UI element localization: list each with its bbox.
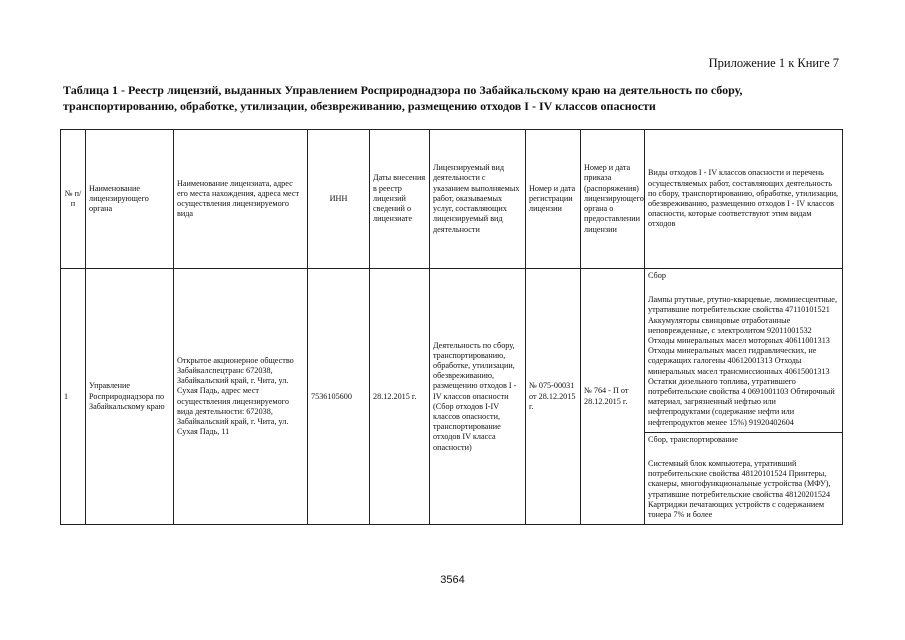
header-licensee: Наименование лицензиата, адрес его места нахождения, адреса мест осуществления лицензируемого вида bbox=[174, 130, 308, 269]
row-waste bbox=[645, 269, 843, 525]
waste-section-collection bbox=[645, 269, 842, 433]
row-license-no: № 075-00031 от 28.12.2015 г. bbox=[526, 269, 581, 525]
row-inn: 7536105600 bbox=[308, 269, 370, 525]
waste-section-body: Системный блок компьютера, утративший потребительские свойства 48120101524 Принтеры, сканеры, многофункциональные устройства (МФУ), утратившие потребительские свойства 48120201524 Картриджи печатающих устройств с содержанием тонера 7% и более bbox=[648, 459, 831, 520]
page-number: 3564 bbox=[440, 574, 465, 586]
appendix-label: Приложение 1 к Книге 7 bbox=[708, 56, 839, 70]
row-licensee: Открытое акционерное общество Забайкалспецтранс 672038, Забайкальский край, г. Чита, ул. Сухая Падь, адрес мест осуществления лицензируемого вида деятельности: 672038, Забайкальский край, г. Чита, ул. Сухая Падь, 11 bbox=[174, 269, 308, 525]
header-activity: Лицензируемый вид деятельности с указанием выполняемых работ, оказываемых услуг, составляющих лицензируемый вид деятельности bbox=[430, 130, 526, 269]
header-organ: Наименование лицензирующего органа bbox=[86, 130, 174, 269]
header-waste: Виды отходов I - IV классов опасности и перечень осуществляемых работ, составляющих деятельность по сбору, транспортированию, обработке, утилизации, обезвреживанию, размещению отходов I - IV классов опасности, которые соответствуют этим видам отходов bbox=[645, 130, 843, 269]
header-order: Номер и дата приказа (распоряжения) лицензирующего органа о предоставлении лицензии bbox=[581, 130, 645, 269]
row-activity: Деятельность по сбору, транспортированию, обработке, утилизации, обезвреживанию, размещению отходов I - IV классов опасности (Сбор отходов I-IV классов опасности, транспортирование отходов IV класса опасности) bbox=[430, 269, 526, 525]
header-license-no: Номер и дата регистрации лицензии bbox=[526, 130, 581, 269]
license-registry-table bbox=[60, 129, 843, 525]
waste-section-head: Сбор, транспортирование bbox=[648, 434, 738, 444]
table-title: Таблица 1 - Реестр лицензий, выданных Управлением Росприроднадзора по Забайкальскому краю на деятельность по сбору, транспортированию, обработке, утилизации, обезвреживанию, размещению отходов I - IV классов опасности bbox=[63, 83, 743, 113]
row-num: 1 bbox=[61, 269, 86, 525]
header-num: № п/п bbox=[61, 130, 86, 269]
row-organ: Управление Росприроднадзора по Забайкальскому краю bbox=[86, 269, 174, 525]
waste-section-head: Сбор bbox=[648, 271, 666, 280]
table-row bbox=[61, 269, 843, 525]
row-order: № 764 - П от 28.12.2015 г. bbox=[581, 269, 645, 525]
row-date: 28.12.2015 г. bbox=[370, 269, 430, 525]
header-date: Даты внесения в реестр лицензий сведений о лицензиате bbox=[370, 130, 430, 269]
waste-section-body: Лампы ртутные, ртутно-кварцевые, люминесцентные, утратившие потребительские свойства 47110101521 Аккумуляторы свинцовые отработанные неповрежденные, с электролитом 92011001532 Отходы минеральных масел моторных 40611001313 Отходы минеральных масел гидравлических, не содержащих галогены 40612001313 Отходы минеральных масел трансмиссионных 40615001313 Остатки дизельного топлива, утратившего потребительские свойства 4 0691001103 Обтирочный материал, загрязненный нефтью или нефтепродуктами (содержание нефти или нефтепродуктов менее 15%) 91920402604 bbox=[648, 295, 837, 427]
header-row bbox=[61, 130, 843, 269]
waste-section-transport bbox=[645, 433, 842, 524]
header-inn: ИНН bbox=[308, 130, 370, 269]
